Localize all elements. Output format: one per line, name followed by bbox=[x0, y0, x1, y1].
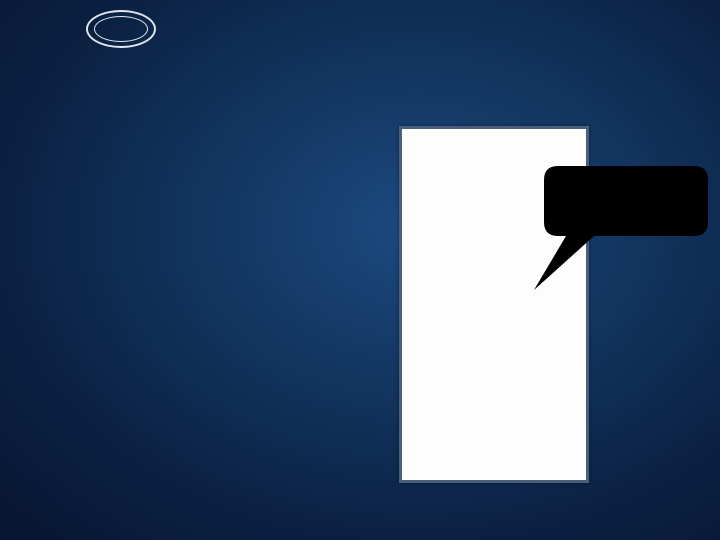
relod-logo bbox=[86, 10, 156, 48]
callout-shape bbox=[534, 166, 708, 290]
callout-bubble bbox=[534, 160, 720, 300]
